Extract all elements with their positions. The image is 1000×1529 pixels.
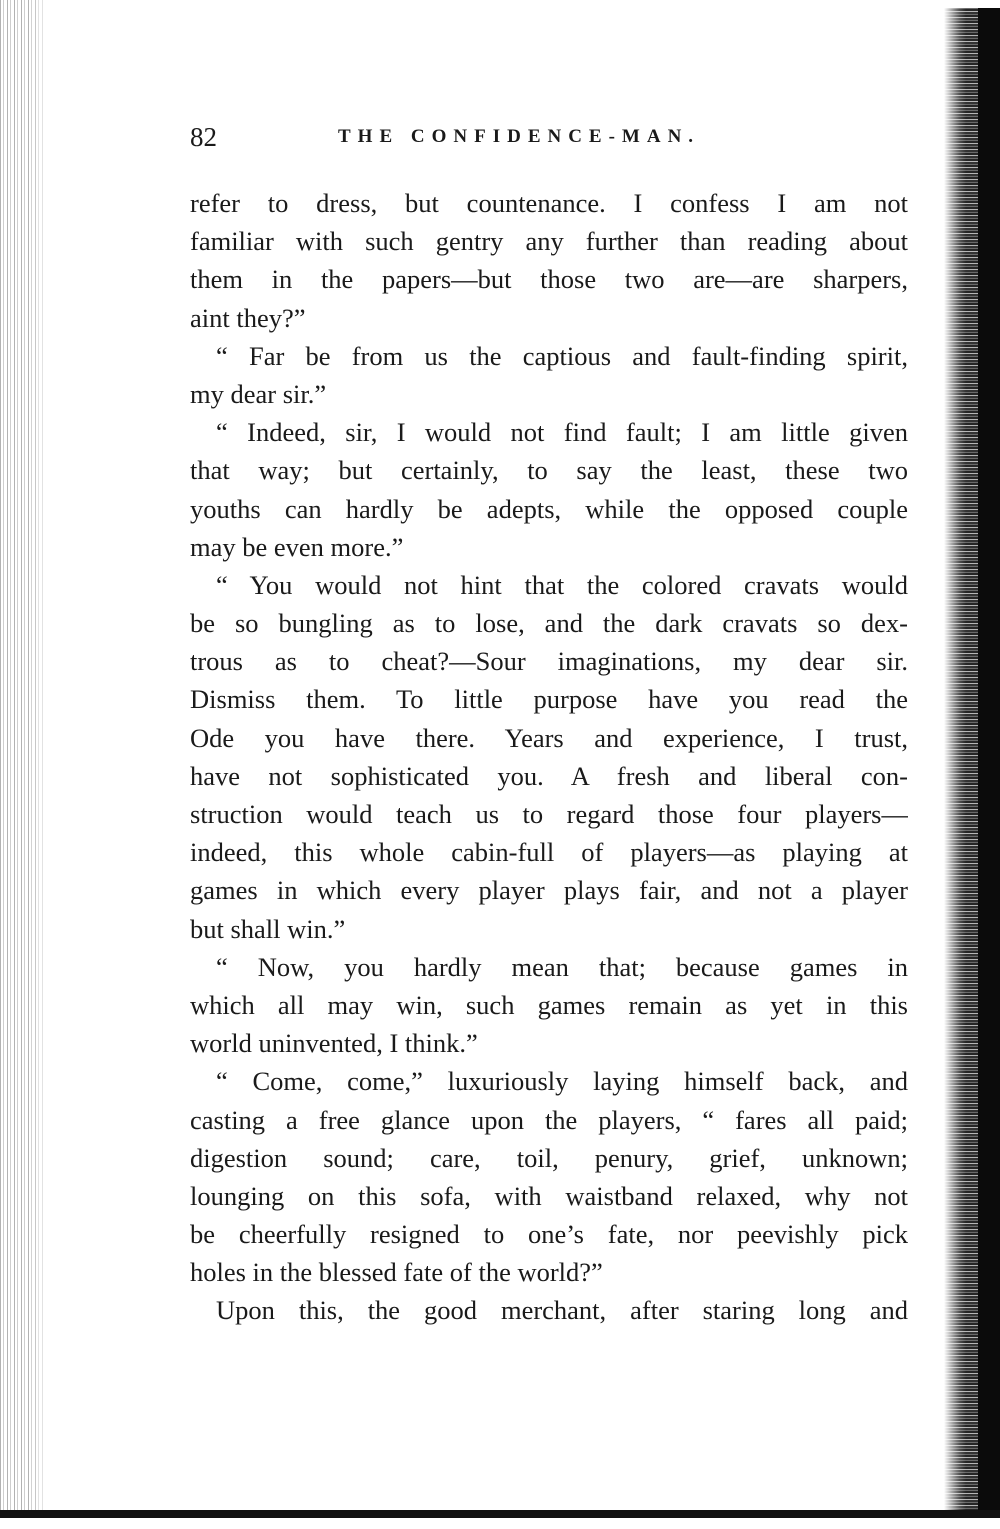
text-line: casting a free glance upon the players, “ fares all paid; [190,1104,908,1135]
text-line: Upon this, the good merchant, after staring long and [216,1295,908,1326]
text-line: “ You would not hint that the colored cravats would [216,569,908,600]
text-line: be cheerfully resigned to one’s fate, nor peevishly pick [190,1219,908,1250]
page-header [190,122,910,156]
text-line: youths can hardly be adepts, while the opposed couple [190,493,908,524]
text-line: aint they?” [190,302,306,333]
text-line: indeed, this whole cabin-full of players—as playing at [190,837,908,868]
text-line: which all may win, such games remain as yet in this [190,989,908,1020]
body-text [190,184,908,1330]
text-line: may be even more.” [190,531,404,562]
right-page-edge-solid [978,8,1000,1523]
text-line: my dear sir.” [190,378,327,409]
text-line: Ode you have there. Years and experience, I trust, [190,722,908,753]
text-line: digestion sound; care, toil, penury, grief, unknown; [190,1142,908,1173]
text-line: be so bungling as to lose, and the dark cravats so dex- [190,608,908,639]
text-line: “ Far be from us the captious and fault-finding spirit, [216,340,908,371]
text-line: that way; but certainly, to say the least, these two [190,455,908,486]
text-line: “ Now, you hardly mean that; because games in [216,951,908,982]
left-gutter-fade [30,0,50,1510]
text-line: games in which every player plays fair, and not a player [190,875,908,906]
text-line: them in the papers—but those two are—are sharpers, [190,264,908,295]
text-line: lounging on this sofa, with waistband relaxed, why not [190,1180,908,1211]
bottom-margin [0,1518,1000,1529]
bottom-edge-line [0,1510,1000,1518]
text-line: have not sophisticated you. A fresh and liberal con- [190,760,908,791]
running-head: THE CONFIDENCE-MAN. [338,126,701,147]
text-line: trous as to cheat?—Sour imaginations, my dear sir. [190,646,908,677]
text-line: familiar with such gentry any further than reading about [190,226,908,257]
text-line: Dismiss them. To little purpose have you read the [190,684,908,715]
right-page-edge-fade [944,8,966,1523]
text-line: but shall win.” [190,913,346,944]
text-line: “ Indeed, sir, I would not find fault; I am little given [216,417,908,448]
text-line: “ Come, come,” luxuriously laying himself back, and [216,1066,908,1097]
page-number: 82 [190,122,217,152]
text-line: struction would teach us to regard those four players— [190,799,908,829]
text-line: holes in the blessed fate of the world?” [190,1257,603,1288]
text-line: world uninvented, I think.” [190,1028,478,1059]
text-line: refer to dress, but countenance. I confess I am not [190,188,908,218]
